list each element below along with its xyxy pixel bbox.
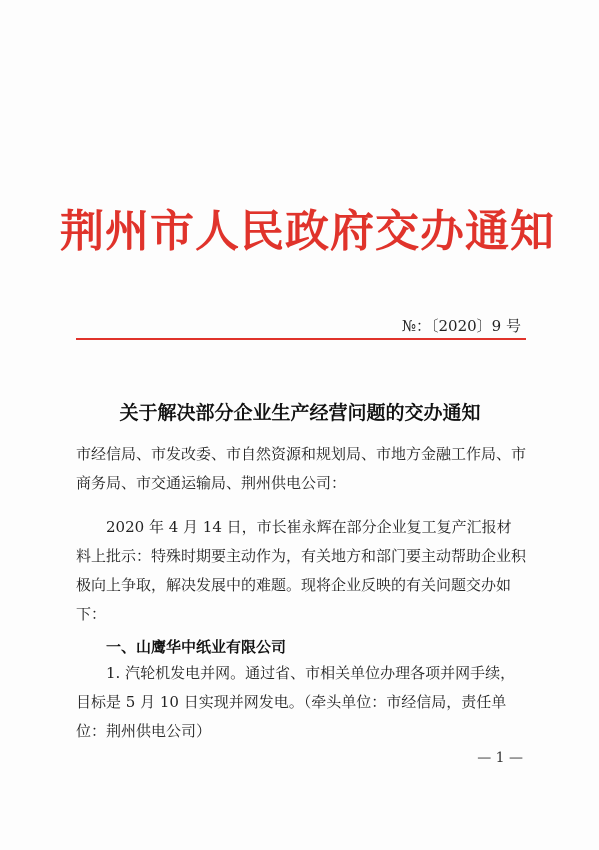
recipients-paragraph: 市经信局、市发改委、市自然资源和规划局、市地方金融工作局、市商务局、市交通运输局、荆州供电公司：	[76, 445, 527, 492]
document-number: №：〔2020〕9 号	[401, 317, 521, 335]
red-divider-line	[76, 338, 526, 340]
page-number: — 1 —	[477, 750, 523, 766]
section-heading-1: 一、山鹰华中纸业有限公司	[106, 638, 287, 656]
document-title: 关于解决部分企业生产经营问题的交办通知	[119, 402, 481, 424]
body-paragraph-1: 2020 年 4 月 14 日，市长崔永辉在部分企业复工复产汇报材料上批示：特殊时期要主动作为，有关地方和部门要主动帮助企业积极向上争取，解决发展中的难题。现将企业反映的有关问题交办如下：	[76, 518, 527, 623]
item-1-paragraph: 1. 汽轮机发电并网。通过省、市相关单位办理各项并网手续，目标是 5 月 10 日实现并网发电。（牵头单位：市经信局，责任单位：荆州供电公司）	[76, 664, 516, 740]
masthead-title: 荆州市人民政府交办通知	[60, 206, 555, 257]
